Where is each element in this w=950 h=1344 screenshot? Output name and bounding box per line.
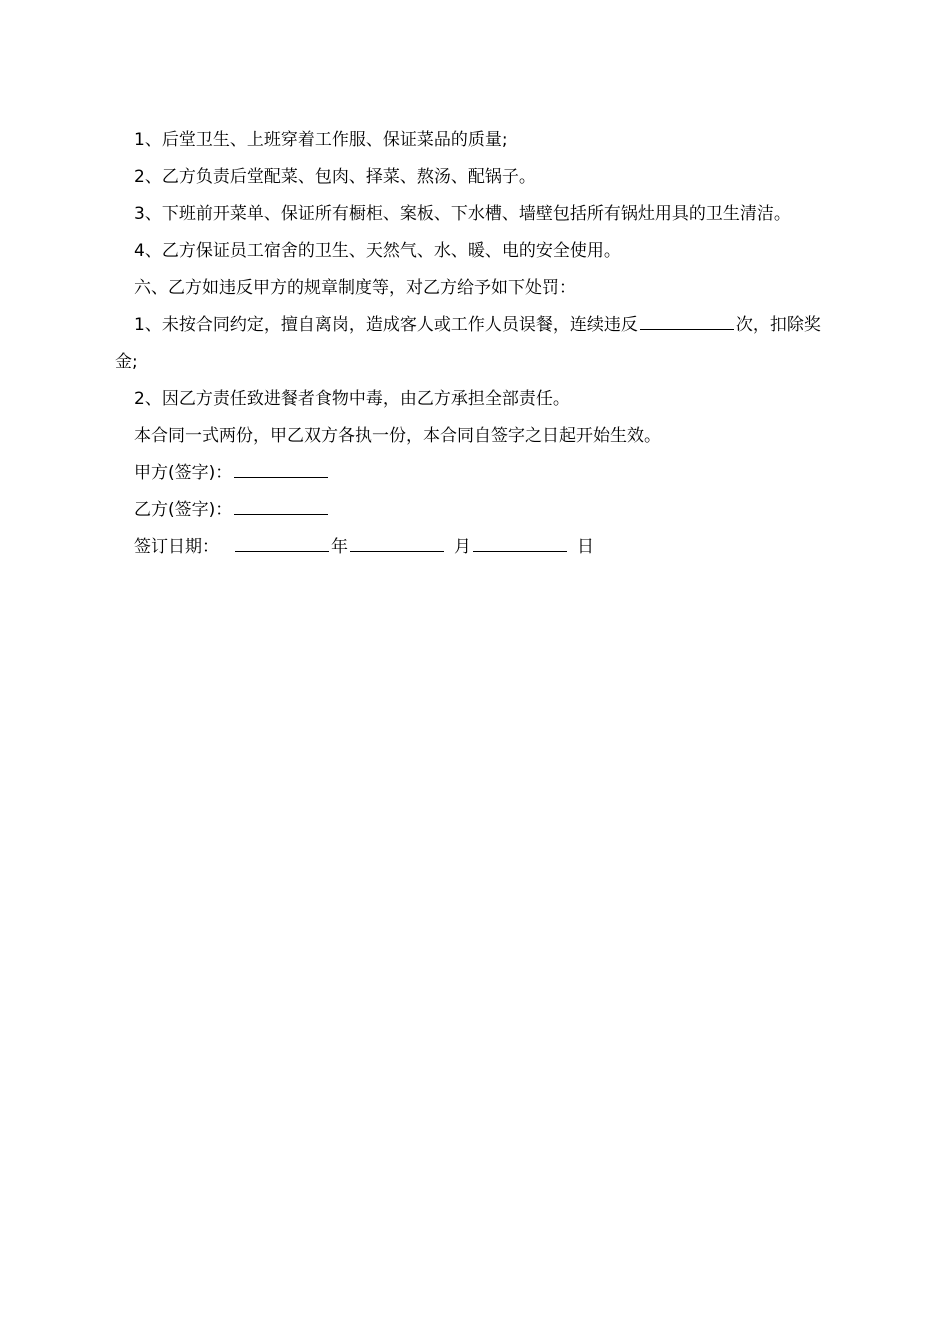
violation-count-blank bbox=[640, 311, 734, 330]
year-blank bbox=[235, 533, 329, 552]
party-b-signature-blank bbox=[234, 496, 328, 515]
day-blank bbox=[473, 533, 567, 552]
date-label: 签订日期： bbox=[134, 537, 219, 557]
document-body bbox=[115, 122, 835, 566]
clause-1: 1、后堂卫生、上班穿着工作服、保证菜品的质量; bbox=[134, 130, 508, 150]
clause-3: 3、下班前开菜单、保证所有橱柜、案板、下水槽、墙壁包括所有锅灶用具的卫生清洁。 bbox=[134, 204, 791, 224]
penalty-clause-1-text: 1、未按合同约定，擅自离岗，造成客人或工作人员误餐，连续违反 bbox=[134, 315, 638, 335]
year-label: 年 bbox=[331, 537, 348, 557]
party-a-signature-blank bbox=[234, 459, 328, 478]
penalty-clause-1-tail: 次，扣除奖金; bbox=[115, 315, 821, 372]
party-b-signature-line bbox=[115, 492, 835, 529]
month-label: 月 bbox=[454, 537, 471, 557]
signing-date-line bbox=[115, 529, 835, 566]
month-blank bbox=[350, 533, 444, 552]
penalty-clause-1 bbox=[115, 307, 835, 381]
effective-clause: 本合同一式两份，甲乙双方各执一份，本合同自签字之日起开始生效。 bbox=[134, 426, 661, 446]
penalty-clause-2: 2、因乙方责任致进餐者食物中毒，由乙方承担全部责任。 bbox=[134, 389, 570, 409]
clause-4: 4、乙方保证员工宿舍的卫生、天然气、水、暖、电的安全使用。 bbox=[134, 241, 621, 261]
clause-2: 2、乙方负责后堂配菜、包肉、择菜、熬汤、配锅子。 bbox=[134, 167, 536, 187]
section-six-heading: 六、乙方如违反甲方的规章制度等，对乙方给予如下处罚： bbox=[134, 278, 576, 298]
party-a-signature-line bbox=[115, 455, 835, 492]
party-a-label: 甲方(签字)： bbox=[134, 463, 233, 483]
day-label: 日 bbox=[577, 537, 594, 557]
party-b-label: 乙方(签字)： bbox=[134, 500, 233, 520]
